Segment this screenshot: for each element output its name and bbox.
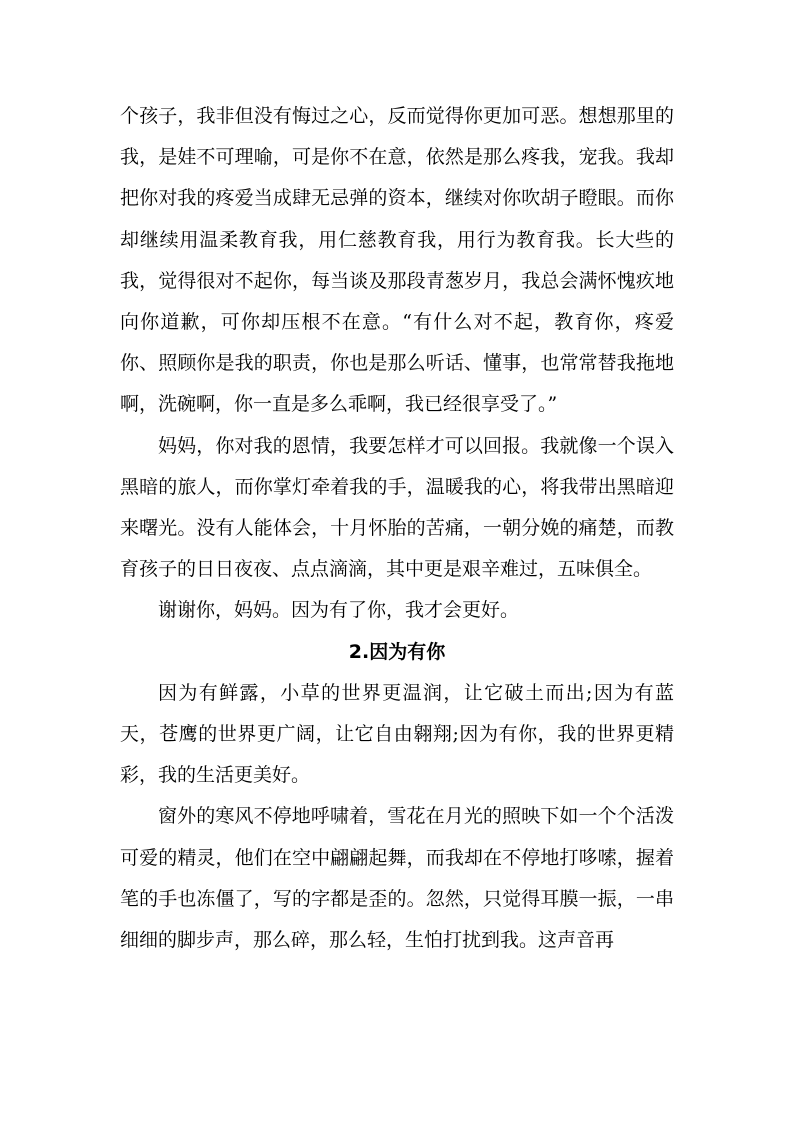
paragraph-thanks: 谢谢你，妈妈。因为有了你，我才会更好。	[158, 599, 520, 622]
paragraph-regret: 个孩子，我非但没有悔过之心，反而觉得你更加可恶。想想那里的我，是娃不可理喻，可是你不在意，依然是那么疼我，宠我。我却把你对我的疼爱当成肆无忌弹的资本，继续对你吹胡子瞪眼。而你却继续用温柔教育我，用仁慈教育我，用行为教育我。长大些的我，觉得很对不起你，每当谈及那段青葱岁月，我总会满怀愧疚地向你道歉，可你却压根不在意。“有什么对不起，教育你，疼爱你、照顾你是我的职责，你也是那么听话、懂事，也常常替我拖地啊，洗碗啊，你一直是多么乖啊，我已经很享受了。”	[120, 105, 674, 416]
document-page	[120, 96, 674, 961]
paragraph-winter-night: 窗外的寒风不停地呼啸着，雪花在月光的照映下如一个个活泼可爱的精灵，他们在空中翩翩起舞，而我却在不停地打哆嗦，握着笔的手也冻僵了，写的字都是歪的。忽然，只觉得耳膜一振，一串细细的脚步声，那么碎，那么轻，生怕打扰到我。这声音再	[120, 805, 674, 952]
paragraph-because-of-you: 因为有鲜露，小草的世界更温润，让它破土而出;因为有蓝天，苍鹰的世界更广阔，让它自由翱翔;因为有你，我的世界更精彩，我的生活更美好。	[120, 681, 674, 787]
section-title: 2.因为有你	[348, 640, 446, 663]
paragraph-gratitude: 妈妈，你对我的恩情，我要怎样才可以回报。我就像一个误入黑暗的旅人，而你掌灯牵着我的手，温暖我的心，将我带出黑暗迎来曙光。没有人能体会，十月怀胎的苦痛，一朝分娩的痛楚，而教育孩子的日日夜夜、点点滴滴，其中更是艰辛难过，五味俱全。	[120, 434, 674, 581]
